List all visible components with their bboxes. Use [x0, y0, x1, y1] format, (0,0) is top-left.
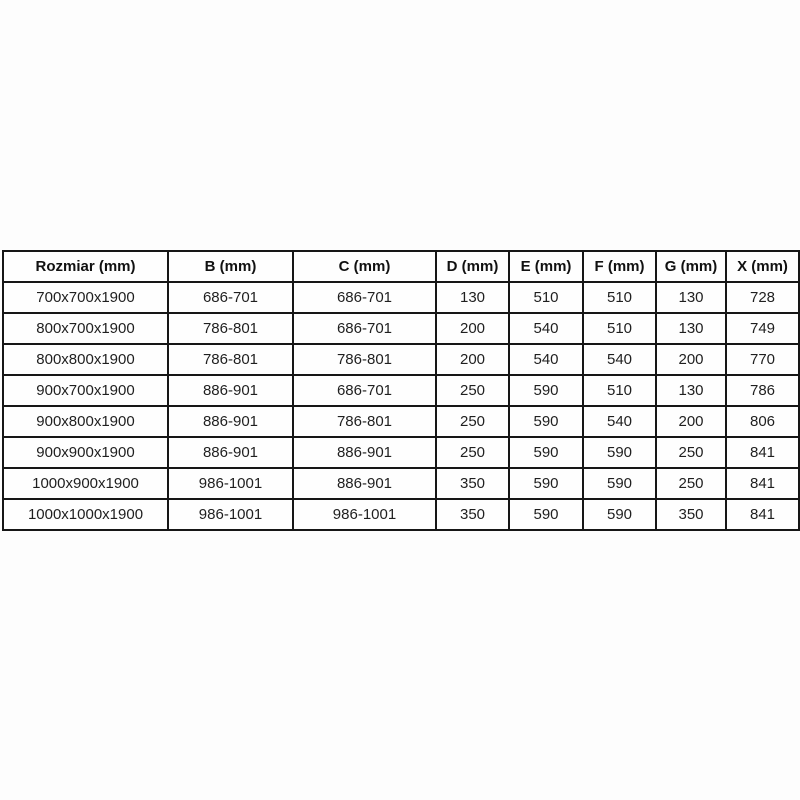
table-cell: 900x700x1900	[3, 375, 168, 406]
table-cell: 700x700x1900	[3, 282, 168, 313]
table-cell: 250	[656, 468, 726, 499]
table-cell: 986-1001	[293, 499, 436, 530]
table-cell: 200	[656, 406, 726, 437]
table-cell: 590	[583, 437, 656, 468]
column-header-d: D (mm)	[436, 251, 509, 282]
column-header-b: B (mm)	[168, 251, 293, 282]
table-row	[3, 499, 799, 530]
table-header-row	[3, 251, 799, 282]
table-cell: 130	[656, 282, 726, 313]
table-cell: 786-801	[293, 344, 436, 375]
table-cell: 686-701	[168, 282, 293, 313]
table-cell: 540	[509, 313, 583, 344]
table-cell: 786-801	[293, 406, 436, 437]
column-header-rozmiar: Rozmiar (mm)	[3, 251, 168, 282]
table-cell: 590	[509, 406, 583, 437]
table-cell: 590	[583, 468, 656, 499]
table-cell: 800x800x1900	[3, 344, 168, 375]
table-cell: 886-901	[293, 468, 436, 499]
column-header-g: G (mm)	[656, 251, 726, 282]
table-cell: 510	[509, 282, 583, 313]
table-cell: 130	[436, 282, 509, 313]
table-cell: 510	[583, 375, 656, 406]
column-header-c: C (mm)	[293, 251, 436, 282]
table-cell: 786	[726, 375, 799, 406]
table-row	[3, 313, 799, 344]
table-cell: 590	[509, 468, 583, 499]
table-cell: 590	[509, 375, 583, 406]
table-cell: 686-701	[293, 282, 436, 313]
table-cell: 510	[583, 313, 656, 344]
table-cell: 200	[656, 344, 726, 375]
table-cell: 590	[509, 499, 583, 530]
table-cell: 986-1001	[168, 468, 293, 499]
table-body	[3, 282, 799, 530]
column-header-e: E (mm)	[509, 251, 583, 282]
table-cell: 250	[436, 406, 509, 437]
table-row	[3, 437, 799, 468]
table-cell: 350	[656, 499, 726, 530]
table-cell: 510	[583, 282, 656, 313]
table-cell: 841	[726, 499, 799, 530]
column-header-x: X (mm)	[726, 251, 799, 282]
table-cell: 540	[583, 406, 656, 437]
table-cell: 841	[726, 437, 799, 468]
table-row	[3, 282, 799, 313]
table-cell: 886-901	[293, 437, 436, 468]
table-cell: 590	[583, 499, 656, 530]
table-cell: 200	[436, 344, 509, 375]
table-cell: 900x900x1900	[3, 437, 168, 468]
table-cell: 886-901	[168, 406, 293, 437]
table-cell: 806	[726, 406, 799, 437]
table-cell: 841	[726, 468, 799, 499]
table-cell: 590	[509, 437, 583, 468]
table-cell: 1000x900x1900	[3, 468, 168, 499]
dimensions-table	[2, 250, 800, 531]
table-cell: 749	[726, 313, 799, 344]
table-row	[3, 468, 799, 499]
table-cell: 886-901	[168, 437, 293, 468]
table-cell: 686-701	[293, 313, 436, 344]
table-cell: 786-801	[168, 344, 293, 375]
table-cell: 250	[656, 437, 726, 468]
table-cell: 986-1001	[168, 499, 293, 530]
column-header-f: F (mm)	[583, 251, 656, 282]
table-cell: 250	[436, 437, 509, 468]
table-cell: 728	[726, 282, 799, 313]
table-cell: 800x700x1900	[3, 313, 168, 344]
table-cell: 350	[436, 499, 509, 530]
table-cell: 350	[436, 468, 509, 499]
table-row	[3, 344, 799, 375]
table-cell: 540	[509, 344, 583, 375]
table-cell: 130	[656, 375, 726, 406]
table-cell: 786-801	[168, 313, 293, 344]
table-cell: 130	[656, 313, 726, 344]
table-row	[3, 406, 799, 437]
table-cell: 1000x1000x1900	[3, 499, 168, 530]
table-cell: 770	[726, 344, 799, 375]
dimensions-table-container	[2, 250, 798, 531]
table-row	[3, 375, 799, 406]
table-cell: 250	[436, 375, 509, 406]
table-cell: 900x800x1900	[3, 406, 168, 437]
table-cell: 886-901	[168, 375, 293, 406]
table-cell: 540	[583, 344, 656, 375]
table-cell: 686-701	[293, 375, 436, 406]
table-cell: 200	[436, 313, 509, 344]
